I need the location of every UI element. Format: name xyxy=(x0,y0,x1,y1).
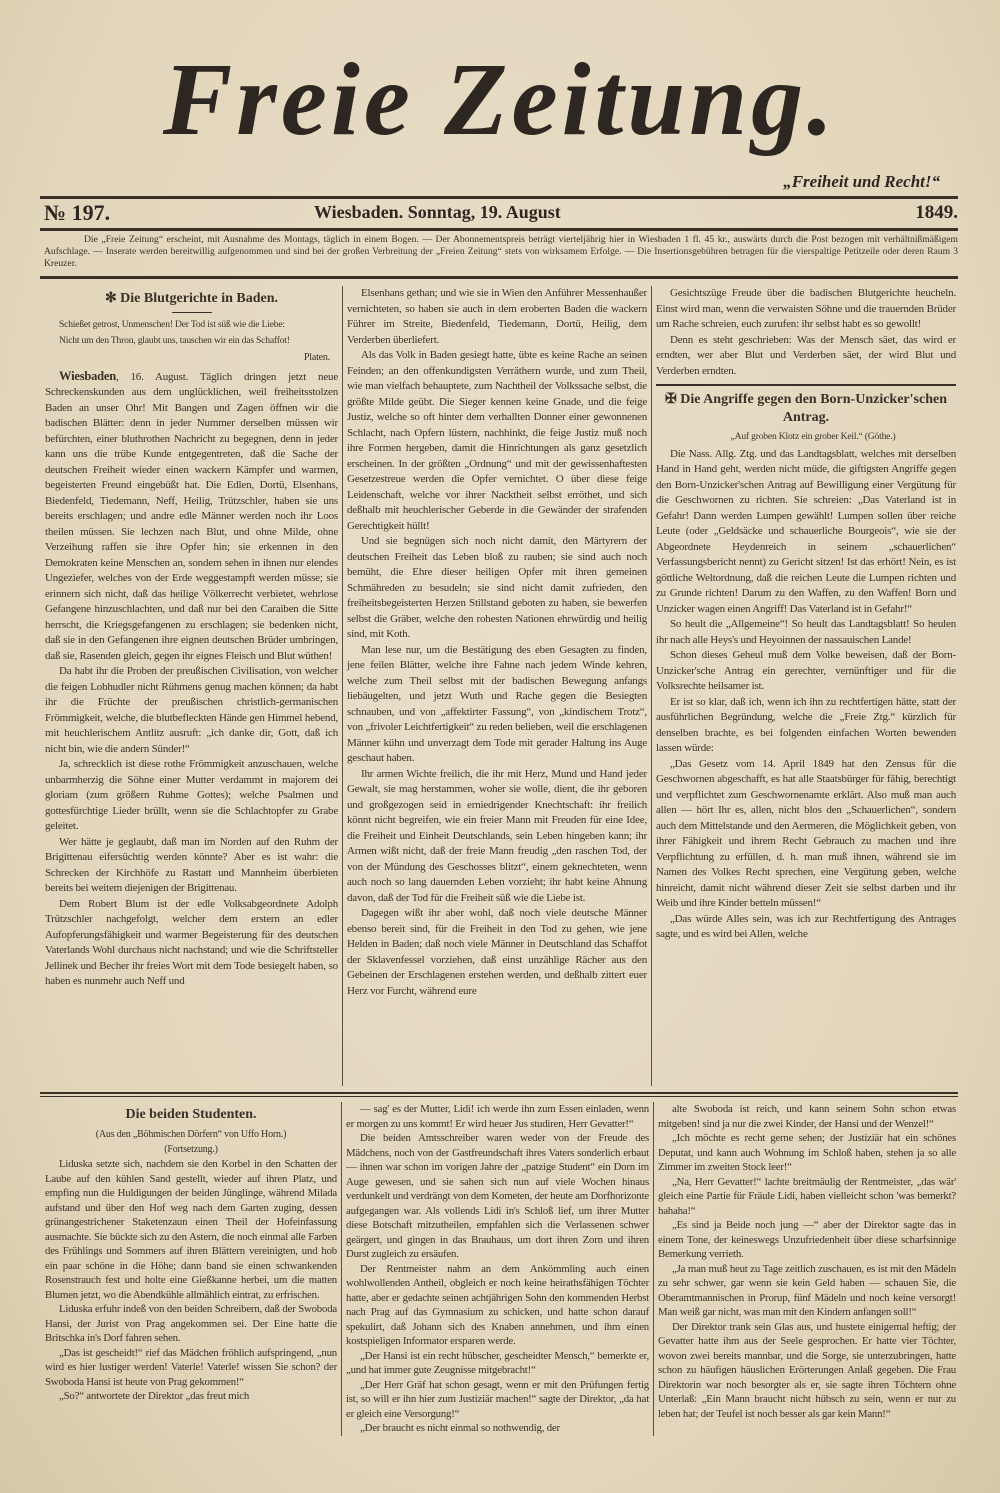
paragraph: Elsenhans gethan; und wie sie in Wien den Anführer Messenhaußer vernichteten, so haben sie auch in dem eroberten Baden die wackern Führer im Streite, Biedenfeld, Tiedemann, Dortü, Heilig, dem Verderben überliefert. xyxy=(347,287,647,346)
paragraph: „Das ist gescheidt!“ rief das Mädchen fröhlich aufspringend, „nun wird es hier lustiger werden! Vaterle! Vaterle! wissen Sie schon? der Swoboda Hansi ist heute von Prag gekommen!“ xyxy=(45,1346,337,1388)
masthead-motto: „Freiheit und Recht!“ xyxy=(783,172,940,191)
feuilleton-column-1 xyxy=(45,1102,337,1436)
paragraph: Schon dieses Geheul muß dem Volke beweisen, daß der Born-Unzicker'sche Antrag ein gerechter, vernünftiger und für die Volksrechte heilsamer ist. xyxy=(656,649,956,692)
paragraph: Man lese nur, um die Bestätigung des eben Gesagten zu finden, jene feilen Blätter, welche ihre Fahne nach jedem Winde kehren, welche zum Theil selbst mit der badischen Bewegung anfangs liebäugelten, und jetzt Wuth und Rache gegen die Besiegten schnauben, und von „affektirter Fassung“, von „kindischem Trotz“, von „frivoler Leichtfertigkeit“ zu reden belieben, weil die erschlagenen Männer kühn und unverzagt dem Tode mit gerader Haltung ins Auge geschaut haben. xyxy=(347,643,647,764)
epigraph-line: Nicht um den Thron, glaubt uns, tauschen wir ein das Schaffot! xyxy=(59,334,290,346)
paragraph: Dem Robert Blum ist der edle Volksabgeordnete Adolph Trützschler nachgefolgt, welcher dem erstern an edler Aufopferungsfähigkeit und warmer Begeisterung für des deutschen Vaterlands Wohl durchaus nicht nachstand; und wie die Schriftsteller Jellinek und Becher ihr freies Wort mit dem Tode besiegelt haben, so haben es nunmehr auch Neff und xyxy=(45,897,338,987)
paragraph-list xyxy=(347,286,647,999)
masthead-title: Freie Zeitung. xyxy=(162,42,838,157)
paragraph xyxy=(45,369,338,665)
paragraph: — sag' es der Mutter, Lidi! ich werde ihn zum Essen einladen, wenn er morgen zu uns kommt! Er wird heuer Jus studiren, Herr Gevatter!“ xyxy=(346,1103,649,1130)
column-divider xyxy=(341,1102,342,1436)
paragraph: Als das Volk in Baden gesiegt hatte, übte es keine Rache an seinen Feinden; an den offenkundigsten Verräthern wurde, und zum Theil, wie man vielfach behauptete, zum Nachtheil der Volkssache selbst, die größte Milde geübt. Die Sieger kennen keine Gnade, und die feige Justiz, welche so oft hinter dem verhallten Donner einer gewonnenen Schlacht, nach Opfern lüstern, nachhinkt, die feige Justiz muß noch ihre Formen hergeben, damit die Hinrichtungen als ganz gesetzlich erscheinen. In der größten „Ordnung“ und mit der gewissenhaftesten Gesetzestreue werden die Opfer vernichtet. O über diese feige Leidenschaft, welche vor ihrer Nacktheit selbst erröthet, und sich deßhalb mit heuchlerischer Geberde in die Gewänder der strafenden Gerechtigkeit hüllt! xyxy=(347,349,647,532)
subscription-notice: Die „Freie Zeitung“ erscheint, mit Ausnahme des Montags, täglich in einem Bogen. — Der Abonnementspreis beträgt vierteljährig hier in Wiesbaden 1 fl. 45 kr., auswärts durch die Post bezogen mit verhältnißmäßigem Aufschlage. — Inserate werden bereitwillig aufgenommen und sind bei der großen Verbreitung der „Freien Zeitung“ stets von wirksamem Erfolge. — Die Insertionsgebühren betragen für die vierspaltige Petitzeile oder deren Raum 3 Kreuzer. xyxy=(44,234,958,269)
paragraph: „Ja man muß heut zu Tage zeitlich zuschauen, es ist mit den Mädeln zu sehr schwer, gar wenn sie kein Geld haben — schauen Sie, die Oberamtmannischen in Prorup, fünf Mädeln und noch keine versorgt! Man weiß gar nicht, was man mit den Kindern anfangen soll!“ xyxy=(658,1262,956,1318)
feuilleton-continuation: (Fortsetzung.) xyxy=(164,1143,218,1155)
article-title: ✻ Die Blutgerichte in Baden. xyxy=(104,291,279,306)
epigraph: „Auf groben Klotz ein grober Keil.“ (Göthe.) xyxy=(730,431,896,442)
paragraph-list xyxy=(656,447,956,943)
column-divider xyxy=(653,1102,654,1436)
feuilleton-column-3 xyxy=(658,1102,956,1436)
paragraph: Der Direktor trank sein Glas aus, und hustete einigemal heftig; der Gevatter hatte ihm aus der Seele gesprochen. Er hatte vier Töchter, wovon zwei bereits mannbar, und die Sorge, sie unterzubringen, hatte schon zu häufigen häuslichen Erörterungen Anlaß gegeben. Die Frau Direktorin war noch besorgter als er, sie sagte ihren Töchtern ohne Unterlaß: „Ein Mann braucht nicht hübsch zu sein, wenn er nur zu leben hat; der Teufel ist noch besser als gar kein Mann!“ xyxy=(658,1320,956,1420)
paragraph: Er ist so klar, daß ich, wenn ich ihn zu rechtfertigen hätte, statt der ausführlichen Begründung, welche die „Freie Ztg.“ kürzlich für denselben brachte, es bei folgenden einfachen Worten bewenden lassen würde: xyxy=(656,695,956,754)
column-divider xyxy=(342,286,343,1086)
column-3 xyxy=(656,286,956,1086)
rule-feuilleton-thin xyxy=(40,1096,958,1097)
paragraph: Ja, schrecklich ist diese rothe Frömmigkeit anzuschauen, welche unbarmherzig die Söhne einer Mutter verdammt in majorem dei gloriam (zum größern Ruhme Gottes); welche Psalmen und gottesfürchtige Lieder brüllt, wenn sie die Schlachtopfer zu Grabe geleitet. xyxy=(45,758,338,832)
rule-notice xyxy=(40,276,958,279)
paragraph: Liduska erfuhr indeß von den beiden Schreibern, daß der Swoboda Hansi, der Jurist von Prag angekommen sei. Der Eine hatte die Britschka in's Dorf fahren sehen. xyxy=(45,1303,337,1344)
paragraph: „Der Hansi ist ein recht hübscher, gescheidter Mensch,“ bemerkte er, „und hat immer gute Zeugnisse mitgebracht!“ xyxy=(346,1349,649,1376)
paragraph-text: , 16. August. Täglich dringen jetzt neue Schreckenskunden aus dem unglücklichen, weil freiheitsstolzen Baden an unser Ohr! Mit Bangen und Zagen öffnen wir die badischen Blätter: denn in jeder Nummer derselben müssen wir befürchten, einer bluthrothen Nachricht zu begegnen, denn in jeder kann uns die trübe Kunde entgegentreten, daß die Sache der deutschen Freiheit wieder einen wackern Kämpfer und warmen, begeisterten Freund eingebüßt hat. Die Edlen, Dortü, Elsenhans, Biedenfeld, Tiedemann, Neff, Heilig, Trützschler, haben sie uns bereits erschlagen; und andre edle Männer werden noch ihr Loos theilen müssen. Sie lechzen nach Blut, und ohne Milde, ohne Verzeihung raffen sie ihre Opfer hin; sie erkennen in den Demokraten keine Menschen an, sondern sehen in ihnen nur elendes Ungeziefer, welches von der Erde weggestampft werden müsse; sie erinnern sich nicht, daß das heilige Völkerrecht verbietet, wehrlose Gefangene hinzuschlachten, und daß nur bei den Caraiben die Sitte herrscht, die Kriegsgefangenen zu erschlagen; sie bedenken nicht, daß sie in den Gefangenen ihre eignen deutschen Brüder umbringen, daß sie, Rasenden gleich, gegen ihr eignes Fleisch und Blut wüthen! xyxy=(45,370,338,662)
divider xyxy=(656,384,956,386)
paragraph-list xyxy=(346,1102,649,1436)
paragraph: Denn es steht geschrieben: Was der Mensch säet, das wird er erndten, wer aber Blut und Verderben säet, der wird Blut und Verderben erndten. xyxy=(656,333,956,377)
paragraph: Die Nass. Allg. Ztg. und das Landtagsblatt, welches mit derselben Hand in Hand geht, werden nicht müde, die giftigsten Angriffe gegen den Born-Unzicker'schen Antrag auf Bewilligung einer Vergütung für die Geschwornen zu richten. Sie schreien: „Das Vaterland ist in Gefahr! Dann werden Lumpen gewählt! Lumpen sollen über reiche Leute (oder „Geldsäcke und schauerliche Bourgeois“, wie sie der Abgeordnete Heydenreich in seinem „schauerlichen“ Verfassungsbericht nennt) zu Gericht sitzen! Ist das erhört! Nein, es ist göttliche Weltordnung, daß die reichen Leute die Lumpen richten und zu Grunde richten! Darum zu den Waffen, zu den Waffen! Born und Unzicker wagen einen Angriff! Das Vaterland ist in Gefahr!“ xyxy=(656,447,956,615)
issue-number: № 197. xyxy=(44,200,111,225)
paragraph-list xyxy=(658,1102,956,1421)
column-2 xyxy=(347,286,647,1086)
paragraph: „Das würde Alles sein, was ich zur Rechtfertigung des Antrages sagte, und es wird bei Allen, welche xyxy=(656,912,956,940)
dateline-lead: Wiesbaden xyxy=(59,368,117,383)
paragraph: Liduska setzte sich, nachdem sie den Korbel in den Schatten der Laube auf den kühlen Sand gestellt, wieder auf ihren Platz, und empfing nun die Huldigungen der beiden Jünglinge, während Milada aufstand und über den Hof weg nach dem Garten zuging, dessen grünangestrichener Staketenzaun einen Theil der Hofeinfassung ausmachte. Sie bückte sich zu den Astern, die noch einmal alle Farben des Frühlings und Sommers auf ihren Blättern vereinigten, und hob ein paar schöne in die Höhe; dann band sie einen schwankenden Rosenstrauch fest und holte eine Gießkanne herbei, um die matten Blumen jetzt, wo die Abendkühle allmählich eintrat, zu erfrischen. xyxy=(45,1158,337,1301)
feuilleton-column-2 xyxy=(346,1102,649,1436)
epigraph-line: Schießet getrost, Unmenschen! Der Tod ist süß wie die Liebe: xyxy=(59,319,285,330)
paragraph: alte Swoboda ist reich, und kann seinem Sohn schon etwas mitgeben! sind ja nur die zwei Kinder, der Hansi und der Wenzel!“ xyxy=(658,1103,956,1130)
epigraph-author: Platen. xyxy=(303,352,330,363)
paragraph: „Es sind ja Beide noch jung —“ aber der Direktor sagte das in einem Tone, der keineswegs Unzufriedenheit über diese scharfsinnige Bemerkung verrieth. xyxy=(658,1219,956,1260)
feuilleton-columns xyxy=(45,1102,956,1436)
dateline xyxy=(44,200,958,226)
feuilleton-title: Die beiden Studenten. xyxy=(125,1107,257,1122)
paragraph: „Der Herr Gräf hat schon gesagt, wenn er mit den Prüfungen fertig ist, so will er ihn hier zum Justiziär machen!“ sagte der Direktor, „da hat er gleich eine Versorgung!“ xyxy=(346,1378,649,1420)
paragraph: „Ich möchte es recht gerne sehen; der Justiziär hat ein schönes Deputat, und kann auch Wohnung im Schloß haben, stehen ja so alle Zimmer im zweiten Stock leer!“ xyxy=(658,1132,956,1173)
paragraph: Gesichtszüge Freude über die badischen Blutgerichte heucheln. Einst wird man, wenn die verwaisten Söhne und die trauernden Brüder um Rache schreien, euch zurufen: ihr selbst habt es so gewollt! xyxy=(656,287,956,330)
feuilleton-source: (Aus den „Böhmischen Dörfern“ von Uffo Horn.) xyxy=(95,1129,287,1140)
paragraph: Die beiden Amtsschreiber waren weder von der Freude des Mädchens, noch von der Gastfreundschaft ihres Vaters sonderlich erbaut — ihnen war schon im vorigen Jahre der „patzige Student“ ein Dorn im Auge gewesen, und sie sahen sich nun auf viele Wochen hinaus verdunkelt und verdrängt von dem Kometen, der heute am Dorfhorizonte aufgegangen war. Als vollends Lidi in's Schloß lief, um ihrer Mutter diese Botschaft mitzutheilen, empfahlen sich die Verlassenen schwer geärgert, und gingen in das Brauhaus, um dort ihren Zorn und ihren Durst zugleich zu ersäufen. xyxy=(346,1132,650,1260)
place-date: Wiesbaden. Sonntag, 19. August xyxy=(314,202,561,222)
upper-columns xyxy=(45,286,956,1086)
paragraph: Und sie begnügen sich noch nicht damit, den Märtyrern der deutschen Freiheit das Leben bloß zu rauben; sie sind auch noch bemüht, die Ehre dieser heiligen Opfer mit ihren gemeinen Schmähreden zu besudeln; sie sind nicht damit zufrieden, den freiheitsbegeisterten Herzen Stillstand geboten zu haben, sie bewerfen selbst die Gräber, welche den rohesten Nationen ehrwürdig und heilig sind, mit Koth. xyxy=(347,535,647,640)
paragraph: „Na, Herr Gevatter!“ lachte breitmäulig der Rentmeister, „das wär' gleich eine Partie für Fräule Lidi, haben vielleicht schon 'was bemerkt? hahaha!“ xyxy=(658,1175,956,1217)
paragraph: „Das Gesetz vom 14. April 1849 hat den Zensus für die Geschwornen abgeschafft, es hat alle Staatsbürger für fähig, berechtigt und verpflichtet zum Geschwornenamte erklärt. Also muß man auch allen — hört Ihr es, allen, nicht blos den „Schauerlichen“, sondern auch dem Mittelstande und den Aermeren, die Möglichkeit geben, von ihrer Fähigkeit und ihrem Recht Gebrauch zu machen und ihre Verpflichtung zu erfüllen, d. h. man muß ihnen, während sie im Namen des Volkes Recht sprechen, eine Vergütung geben, welche hinreicht, damit nicht während dieser Zeit sie selbst darben und ihr Weib und ihre Kinder betteln müssen!“ xyxy=(656,757,956,909)
paragraph: Wer hätte je geglaubt, daß man im Norden auf den Ruhm der Brigittenau eifersüchtig werden könnte? Aber es ist wahr: die Schrecken der Kirchhöfe zu Rastatt und Mannheim überbieten bereits bei weitem diejenigen der Brigittenau. xyxy=(45,835,338,894)
divider xyxy=(172,312,212,313)
paragraph-list xyxy=(656,286,956,379)
issue-year: 1849. xyxy=(915,202,958,223)
column-1 xyxy=(45,286,338,1086)
paragraph: Da habt ihr die Proben der preußischen Civilisation, von welcher die feigen Lobhudler nicht Rühmens genug machen können; da habt ihr die Früchte der preußischen christlich-germanischen Frömmigkeit, welche, die blutbefleckten Hände gen Himmel hebend, mit heuchlerischem Antlitz ausruft: „ich danke dir, Gott, daß ich nicht bin, wie die andern Sünder!“ xyxy=(45,665,338,755)
paragraph-list xyxy=(45,664,338,990)
paragraph: So heult die „Allgemeine“! So heult das Landtagsblatt! So heulen ihr nach alle Heys's und Heyoinnen der nassauischen Lande! xyxy=(656,618,956,646)
rule-top xyxy=(40,196,958,199)
paragraph-list xyxy=(45,1157,337,1404)
page-header xyxy=(0,0,1000,282)
paragraph: „So?“ antwortete der Direktor „das freut mich xyxy=(59,1390,250,1402)
paragraph: Der Rentmeister nahm an dem Ankömmling auch einen wohlwollenden Antheil, obgleich er noch keine heirathsfähigen Töchter hatte, aber er gedachte seinen achtjährigen Sohn den kommenden Herbst nach Prag auf das Gymnasium zu schicken, und hatte schon darauf spekulirt, daß Johann sich des Knaben annehmen, und ihm einen kostspieligen Informator ersparen werde. xyxy=(346,1262,649,1347)
rule-dateline xyxy=(40,228,958,231)
article-title: ✠ Die Angriffe gegen den Born-Unzicker'schen Antrag. xyxy=(665,392,947,425)
paragraph: Ihr armen Wichte freilich, die ihr mit Herz, Mund und Hand jeder Gewalt, sie mag herstammen, woher sie wolle, dient, die ihr geboren und großgezogen seid in erniedrigender Knechtschaft: ihr freilich könnt nicht begreifen, wie ein freier Mann mit Freuden für eine Idee, die Freiheit und Einheit Deutschlands, sein Leben hingeben kann; ihr Armen wißt nicht, daß der freie Mann freudig „den raschen Tod, der von der Mündung des Geschosses blitzt“, einem geknechteten, wenn auch noch so lang dauernden Leben vorzieht; ihr habt keine Ahnung davon, daß der Tod für die Freiheit süß wie die Liebe ist. xyxy=(347,767,647,904)
paragraph: Dagegen wißt ihr aber wohl, daß noch viele deutsche Männer ebenso bereit sind, für die Freiheit in den Tod zu gehen, wie jene Helden in Baden; daß noch viele Männer in Deutschland das Schaffot der Sklavenfessel vorziehen, daß einst unzählige Rächer aus den Gebeinen der Erschlagenen erstehen werden, und deßhalb zittert euer Herz vor Furcht, während eure xyxy=(347,907,647,997)
column-divider xyxy=(651,286,652,1086)
paragraph: „Der braucht es nicht einmal so nothwendig, der xyxy=(360,1422,560,1434)
rule-feuilleton xyxy=(40,1092,958,1094)
